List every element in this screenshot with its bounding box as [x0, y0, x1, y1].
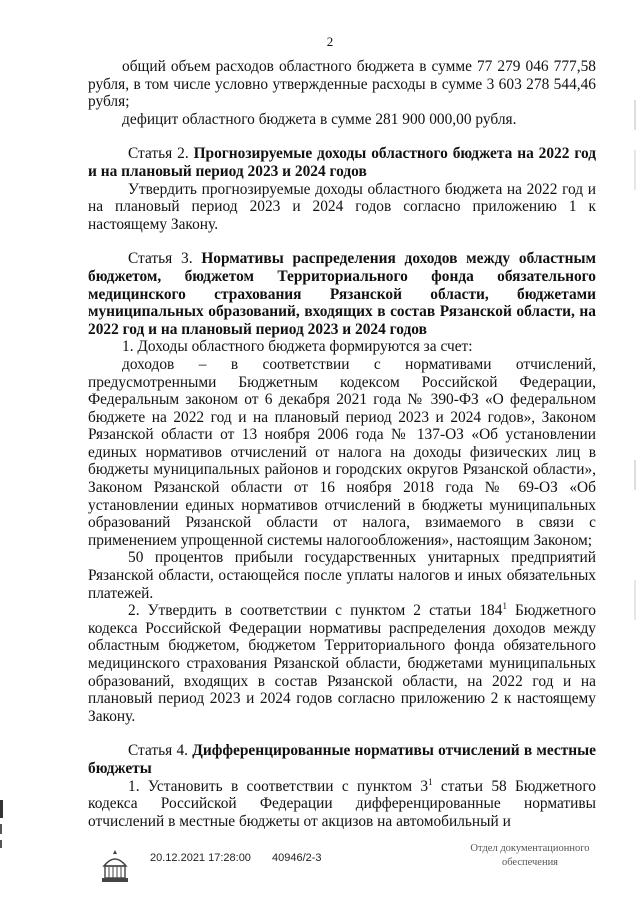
stamp-line-2: обеспечения — [501, 857, 559, 868]
article-3-item-1-profit: 50 процентов прибыли государственных унитарных предприятий Рязанской области, остающейся после уплаты налогов и иных обязательных платежей. — [88, 549, 596, 602]
article-4-item-1 — [88, 778, 596, 831]
article-3-title: Нормативы распределения доходов между областным бюджетом, бюджетом Территориального фонда обязательного медицинского страхования Рязанской области, бюджетами муниципальных образований, входящих в состав Рязанской области, на 2022 год и на плановый период 2023 и 2024 годов — [88, 250, 596, 338]
article-3-item-1: 1. Доходы областного бюджета формируются за счет: — [122, 338, 473, 356]
article-4-heading — [88, 742, 596, 777]
article-3-item-2-text-a: 2. Утвердить в соответствии с пунктом 2 статьи 184 — [128, 602, 503, 620]
article-3-item-2-text-b: Бюджетного кодекса Российской Федерации нормативы распределения доходов между областным бюджетом, бюджетом Территориального фонда обязательного медицинского страхования Рязанской области, бюджетами муниципальных образований, входящих в состав Рязанской области, на 2022 год и на плановый период 2023 и 2024 годов согласно приложению 2 к настоящему Закону. — [88, 602, 596, 725]
article-3-label: Статья 3. — [128, 250, 202, 268]
emblem-icon — [98, 848, 132, 888]
page-footer — [0, 843, 640, 898]
superscript: 1 — [502, 601, 507, 612]
footer-doc-number: 40946/2-3 — [272, 852, 322, 864]
article-4-item-1-text-a: 1. Установить в соответствии с пунктом 3 — [128, 777, 429, 795]
scan-edge-marks — [632, 60, 638, 760]
paragraph-deficit: дефицит областного бюджета в сумме 281 900 000,00 рубля. — [122, 110, 517, 128]
stamp-line-1: Отдел документационного — [470, 843, 590, 854]
document-body — [88, 58, 596, 830]
article-2-label: Статья 2. — [128, 145, 194, 163]
article-2-heading — [88, 145, 596, 180]
page-number: 2 — [326, 34, 334, 49]
binding-mark — [0, 800, 8, 860]
article-3-item-1-revenues: доходов – в соответствии с нормативами отчислений, предусмотренными Бюджетным кодексом Российской Федерации, Федеральным законом от 6 декабря 2021 года № 390-ФЗ «О федеральном бюджете на 2022 год и на плановый период 2023 и 2024 годов», Законом Рязанской области от 13 ноября 2006 года № 137-ОЗ «Об установлении единых нормативов отчислений от налога на доходы физических лиц в бюджеты муниципальных районов и городских округов Рязанской области», Законом Рязанской области от 16 ноября 2018 года № 69-ОЗ «Об установлении единых нормативов отчислений в бюджеты муниципальных образований Рязанской области от налога, взимаемого в связи с применением упрощенной системы налогообложения», настоящим Законом; — [88, 355, 596, 549]
footer-datetime: 20.12.2021 17:28:00 — [150, 852, 251, 864]
article-4-label: Статья 4. — [128, 742, 193, 760]
paragraph-expenses: общий объем расходов областного бюджета в сумме 77 279 046 777,58 рубля, в том числе условно утвержденные расходы в сумме 3 603 278 544,46 рубля; — [88, 58, 596, 111]
article-4-item-1-text-b: статьи 58 Бюджетного кодекса Российской Федерации дифференцированные нормативы отчислений в местные бюджеты от акцизов на автомобильный и — [88, 777, 596, 830]
article-3-heading — [88, 250, 596, 338]
article-4-title: Дифференцированные нормативы отчислений в местные бюджеты — [88, 742, 596, 777]
article-2-title: Прогнозируемые доходы областного бюджета на 2022 год и на плановый период 2023 и 2024 годов — [88, 145, 596, 180]
article-2-text: Утвердить прогнозируемые доходы областного бюджета на 2022 год и на плановый период 2023 и 2024 годов согласно приложению 1 к настоящему Закону. — [88, 180, 596, 233]
department-stamp — [455, 842, 605, 870]
article-3-item-2 — [88, 602, 596, 725]
superscript: 1 — [428, 776, 433, 787]
